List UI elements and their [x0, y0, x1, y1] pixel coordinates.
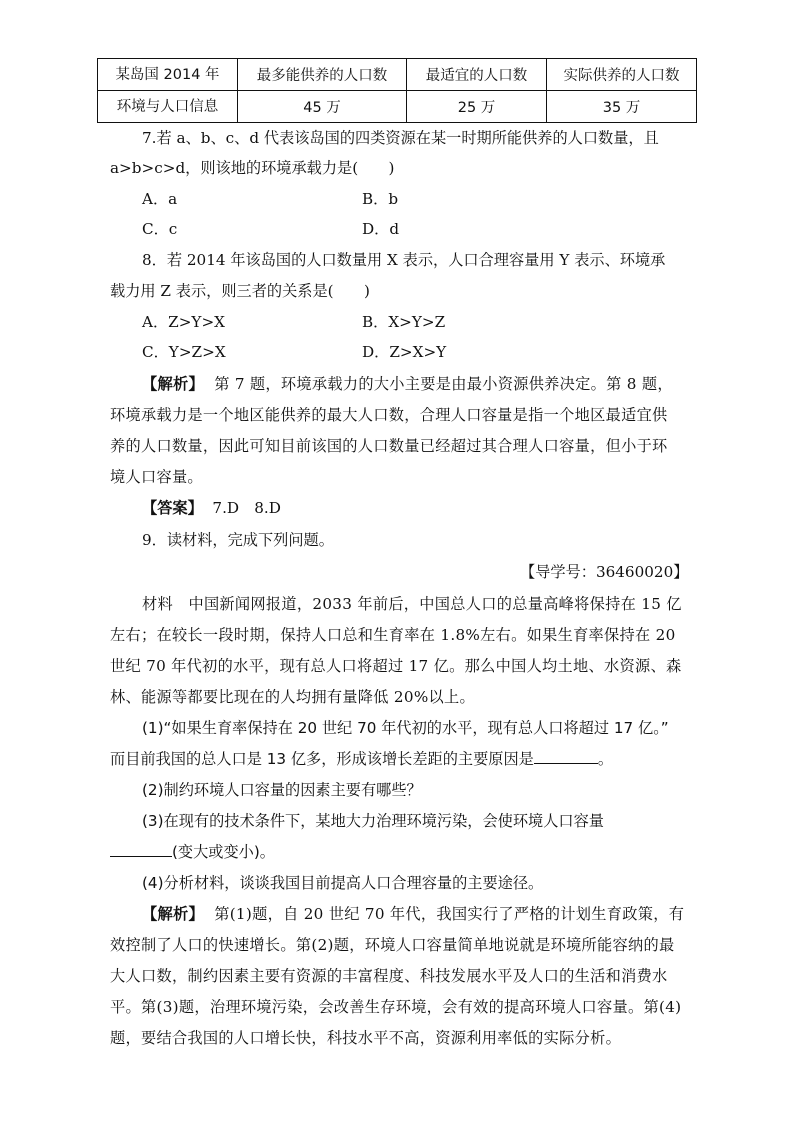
- environment-population-table: [97, 58, 697, 123]
- analysis2-line5: 题，要结合我国的人口增长快，科技水平不高，资源利用率低的实际分析。: [110, 1029, 622, 1047]
- q9-title: 9．读材料，完成下列问题。: [142, 531, 334, 549]
- q7-option-a: A．a: [142, 190, 178, 208]
- analysis1-line1: [142, 374, 673, 394]
- table-val-optimal: 25 万: [407, 91, 547, 123]
- q9-material-line4: 林、能源等都要比现在的人均拥有量降低 20%以上。: [110, 688, 476, 706]
- analysis1-tag: 【解析】: [142, 375, 204, 393]
- q7-line1: 7.若 a、b、c、d 代表该岛国的四类资源在某一时期所能供养的人口数量，且: [142, 129, 659, 147]
- table-col-actual: 实际供养的人口数: [547, 59, 697, 91]
- analysis2-line3: 大人口数，制约因素主要有资源的丰富程度、科技发展水平及人口的生活和消费水: [110, 967, 668, 985]
- q9-sub3-text: (变大或变小)。: [172, 843, 275, 861]
- analysis2-tag: 【解析】: [142, 905, 204, 923]
- q9-sub3-answer-blank[interactable]: [110, 842, 172, 857]
- q9-sub1-end: 。: [597, 750, 614, 768]
- q9-sub2: (2)制约环境人口容量的因素主要有哪些？: [142, 781, 422, 799]
- table-head-line1: 某岛国 2014 年: [98, 59, 238, 91]
- table-head-line2: 环境与人口信息: [98, 91, 238, 123]
- analysis2-line4: 平。第(3)题，治理环境污染，会改善生存环境，会有效的提高环境人口容量。第(4): [110, 998, 682, 1016]
- q9-guide-number: 【导学号：36460020】: [520, 563, 689, 581]
- analysis2-line2: 效控制了人口的快速增长。第(2)题，环境人口容量简单地说就是环境所能容纳的最: [110, 936, 675, 954]
- analysis1-line4: 境人口容量。: [110, 468, 203, 486]
- q9-sub1-line2: [110, 749, 613, 769]
- q7-option-b: B．b: [362, 190, 399, 208]
- answer1-text: 7.D 8.D: [212, 499, 281, 517]
- analysis1-text1: 第 7 题，环境承载力的大小主要是由最小资源供养决定。第 8 题，: [214, 375, 673, 393]
- analysis2-line1: [142, 904, 684, 924]
- analysis2-text1: 第(1)题，自 20 世纪 70 年代，我国实行了严格的计划生育政策，有: [214, 905, 685, 923]
- q8-option-a: A．Z>Y>X: [142, 313, 225, 331]
- q9-sub4: (4)分析材料，谈谈我国目前提高人口合理容量的主要途径。: [142, 874, 544, 892]
- q9-sub3-line1: (3)在现有的技术条件下，某地大力治理环境污染，会使环境人口容量: [142, 812, 604, 830]
- q9-sub1-line1: (1)“如果生育率保持在 20 世纪 70 年代初的水平，现有总人口将超过 17 亿。”: [142, 719, 669, 737]
- q7-option-c: C．c: [142, 220, 178, 238]
- q7-option-d: D．d: [362, 220, 400, 238]
- q9-material-line3: 世纪 70 年代初的水平，现有总人口将超过 17 亿。那么中国人均土地、水资源、森: [110, 657, 682, 675]
- analysis1-line3: 养的人口数量，因此可知目前该国的人口数量已经超过其合理人口容量，但小于环: [110, 437, 668, 455]
- answer1-tag: 【答案】: [142, 499, 203, 517]
- table-val-actual: 35 万: [547, 91, 697, 123]
- q9-material-line2: 左右；在较长一段时期，保持人口总和生育率在 1.8%左右。如果生育率保持在 20: [110, 626, 676, 644]
- q9-sub1-text: 而目前我国的总人口是 13 亿多，形成该增长差距的主要原因是: [110, 750, 534, 768]
- q8-option-c: C．Y>Z>X: [142, 343, 226, 361]
- q8-option-b: B．X>Y>Z: [362, 313, 446, 331]
- analysis1-line2: 环境承载力是一个地区能供养的最大人口数，合理人口容量是指一个地区最适宜供: [110, 406, 668, 424]
- q9-material-line1: 材料 中国新闻网报道，2033 年前后，中国总人口的总量高峰将保持在 15 亿: [142, 595, 682, 613]
- table-col-optimal: 最适宜的人口数: [407, 59, 547, 91]
- table-val-max: 45 万: [238, 91, 407, 123]
- q9-sub1-answer-blank[interactable]: [534, 749, 598, 764]
- q9-sub3-line2: [110, 842, 275, 862]
- answer1-line: [142, 498, 281, 518]
- q8-line2: 载力用 Z 表示，则三者的关系是( ): [110, 282, 370, 300]
- table-col-max: 最多能供养的人口数: [238, 59, 407, 91]
- q8-line1: 8．若 2014 年该岛国的人口数量用 X 表示，人口合理容量用 Y 表示、环境承: [142, 251, 666, 269]
- q7-line2: a>b>c>d，则该地的环境承载力是( ): [110, 159, 395, 177]
- q8-option-d: D．Z>X>Y: [362, 343, 447, 361]
